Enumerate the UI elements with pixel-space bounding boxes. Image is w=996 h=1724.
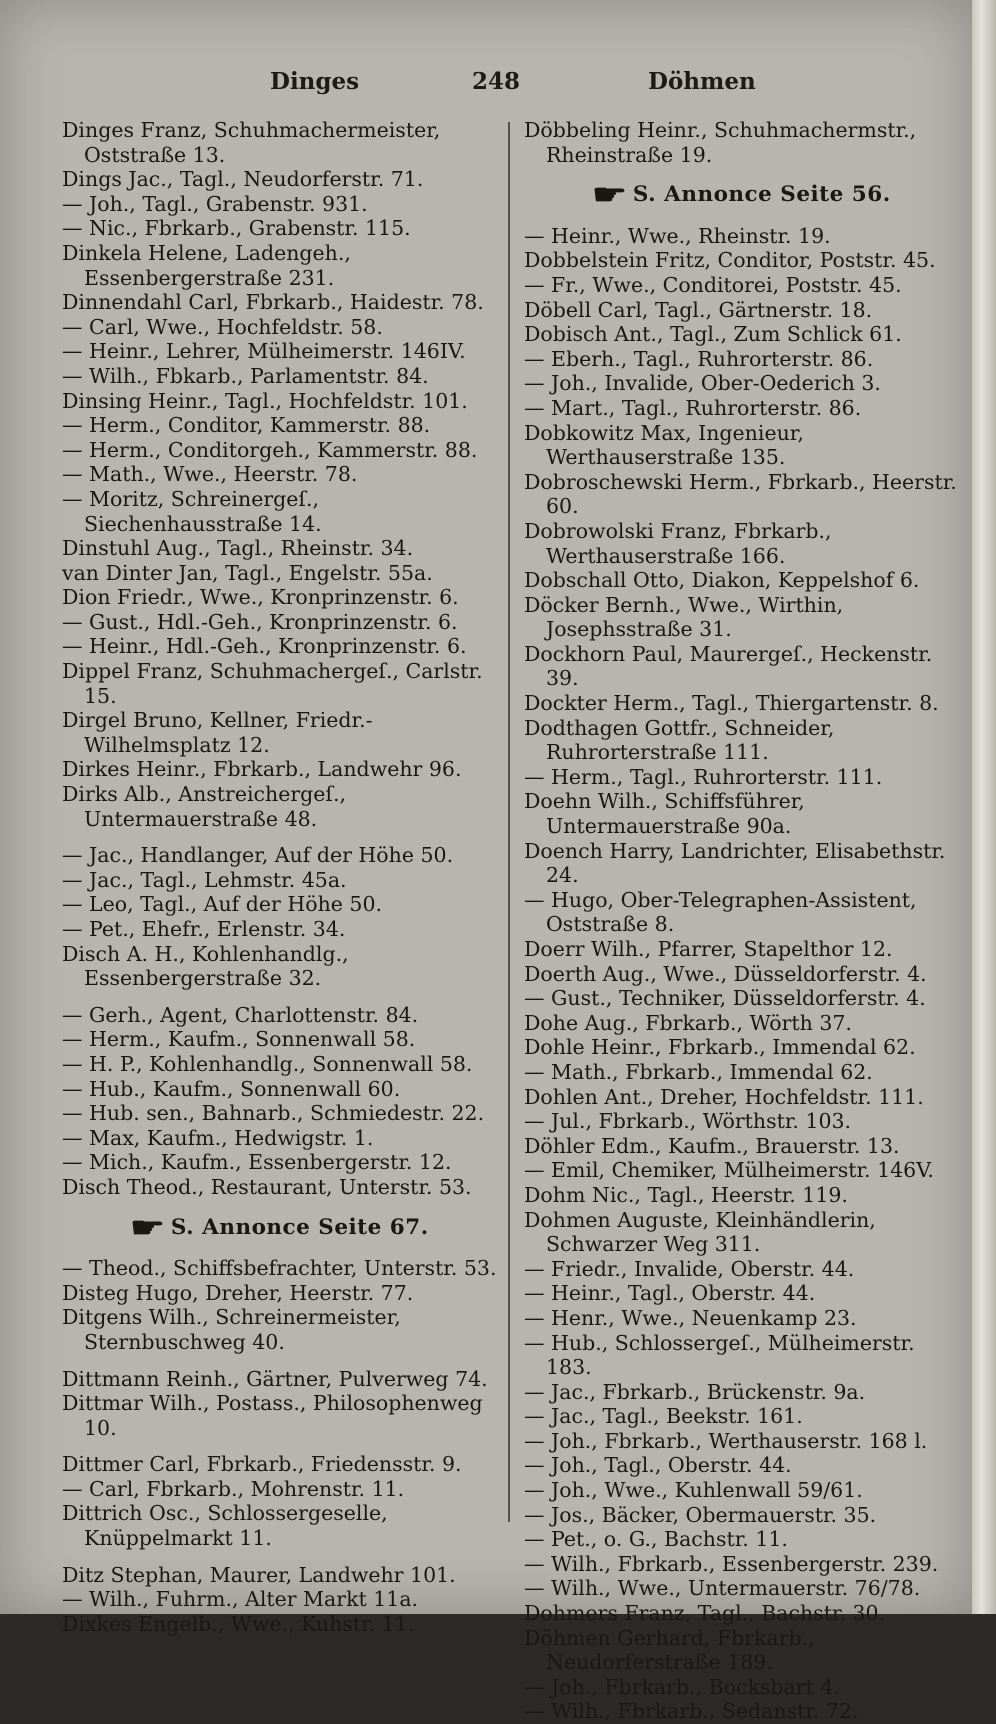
directory-entry: — Hub., Schlossergeſ., Mülheimerstr. 183. — [524, 1330, 915, 1380]
directory-entry: Dirks Alb., Anstreichergeſ., Untermauerstraße 48. — [62, 782, 347, 831]
directory-entry: — Joh., Fbrkarb., Werthauserstr. 168 l. — [524, 1428, 928, 1453]
directory-entry: — Wilh., Fbrkarb., Sedanstr. 72. — [524, 1699, 859, 1724]
directory-entry: — Wilh., Fuhrm., Alter Markt 11a. — [62, 1587, 419, 1612]
directory-entry: Dixkes Engelb., Wwe., Kuhstr. 11. — [62, 1611, 415, 1636]
directory-entry: Döbell Carl, Tagl., Gärtnerstr. 18. — [524, 297, 873, 322]
header-right-keyword: Döhmen — [648, 68, 756, 95]
annonce-text: S. Annonce Seite 56. — [632, 182, 891, 208]
directory-entry: Dinkela Helene, Ladengeh., Essenbergerstraße 231. — [62, 240, 351, 290]
directory-entry: Dobroschewski Herm., Fbrkarb., Heerstr. 60. — [524, 469, 957, 519]
directory-entry: — Math., Fbrkarb., Immendal 62. — [524, 1059, 873, 1084]
directory-entry: — Jos., Bäcker, Obermauerstr. 35. — [524, 1502, 877, 1527]
directory-entry: Dobbelstein Fritz, Conditor, Poststr. 45. — [524, 248, 936, 273]
directory-entry: Doerr Wilh., Pfarrer, Stapelthor 12. — [524, 937, 893, 961]
directory-entry: Döhler Edm., Kaufm., Brauerstr. 13. — [524, 1133, 900, 1158]
directory-entry: — Joh., Tagl., Oberstr. 44. — [524, 1453, 792, 1478]
directory-entry: Doehn Wilh., Schiffsführer, Untermauerstraße 90a. — [524, 789, 805, 839]
annonce-text: S. Annonce Seite 67. — [170, 1214, 429, 1240]
left-column — [62, 118, 502, 1636]
directory-entry: Dockhorn Paul, Maurergeſ., Heckenstr. 39. — [524, 641, 933, 691]
pointing-hand-icon: ☛ — [130, 1210, 167, 1244]
directory-entry: — Fr., Wwe., Conditorei, Poststr. 45. — [524, 272, 902, 297]
directory-entry: Dittmann Reinh., Gärtner, Pulverweg 74. — [62, 1366, 488, 1391]
directory-entry: — Joh., Fbrkarb., Bocksbart 4. — [524, 1674, 840, 1699]
directory-entry: — Leo, Tagl., Auf der Höhe 50. — [62, 892, 383, 917]
header-left-keyword: Dinges — [270, 68, 360, 95]
directory-entry: — Nic., Fbrkarb., Grabenstr. 115. — [62, 216, 411, 241]
directory-entry: Dings Jac., Tagl., Neudorferstr. 71. — [62, 167, 424, 192]
directory-entry: — Pet., Ehefr., Erlenstr. 34. — [62, 917, 346, 941]
directory-entry: Dirkes Heinr., Fbrkarb., Landwehr 96. — [62, 757, 462, 782]
pointing-hand-icon: ☛ — [592, 178, 629, 212]
directory-entry: Dinnendahl Carl, Fbrkarb., Haidestr. 78. — [62, 290, 484, 315]
directory-entry: — Pet., o. G., Bachstr. 11. — [524, 1527, 788, 1552]
directory-entry: Döcker Bernh., Wwe., Wirthin, Josephsstraße 31. — [524, 592, 844, 642]
directory-entry: — Mich., Kaufm., Essenbergerstr. 12. — [62, 1150, 452, 1175]
directory-entry: Dinstuhl Aug., Tagl., Rheinstr. 34. — [62, 536, 414, 561]
directory-entry: Ditz Stephan, Maurer, Landwehr 101. — [62, 1562, 456, 1587]
directory-entry: Dirgel Bruno, Kellner, Friedr.-Wilhelmsplatz 12. — [62, 708, 373, 757]
directory-entry: — Wilh., Wwe., Untermauerstr. 76/78. — [524, 1576, 921, 1601]
directory-entry: — Carl, Wwe., Hochfeldstr. 58. — [62, 314, 383, 339]
directory-entry: — Wilh., Fbkarb., Parlamentstr. 84. — [62, 363, 429, 388]
directory-entry: — Max, Kaufm., Hedwigstr. 1. — [62, 1125, 374, 1150]
directory-entry: Dohmers Franz, Tagl., Bachstr. 30. — [524, 1601, 886, 1626]
right-column — [524, 118, 964, 1724]
directory-entry: — Math., Wwe., Heerstr. 78. — [62, 462, 358, 487]
directory-entry: Dittmar Wilh., Postass., Philosophenweg 10. — [62, 1391, 483, 1440]
directory-entry: — Emil, Chemiker, Mülheimerstr. 146V. — [524, 1158, 934, 1183]
directory-entry: Dohm Nic., Tagl., Heerstr. 119. — [524, 1182, 848, 1207]
directory-entry: — Moritz, Schreinergeſ., Siechenhausstraße 14. — [62, 486, 322, 536]
directory-entry: — Hugo, Ober-Telegraphen-Assistent, Oststraße 8. — [524, 887, 917, 937]
directory-entry: Dockter Herm., Tagl., Thiergartenstr. 8. — [524, 691, 939, 716]
directory-entry: — Mart., Tagl., Ruhrorterstr. 86. — [524, 395, 862, 420]
directory-entry: Disteg Hugo, Dreher, Heerstr. 77. — [62, 1280, 414, 1305]
directory-entry: Disch A. H., Kohlenhandlg., Essenbergerstraße 32. — [62, 941, 349, 991]
directory-entry: — H. P., Kohlenhandlg., Sonnenwall 58. — [62, 1051, 473, 1076]
directory-entry: — Henr., Wwe., Neuenkamp 23. — [524, 1305, 857, 1330]
annonce-notice — [524, 178, 964, 212]
directory-entry: — Theod., Schiffsbefrachter, Unterstr. 53. — [62, 1256, 497, 1281]
directory-entry: — Heinr., Lehrer, Mülheimerstr. 146IV. — [62, 339, 466, 364]
page-header — [60, 68, 940, 104]
directory-entry: Dittrich Osc., Schlossergeselle, Knüppelmarkt 11. — [62, 1501, 388, 1551]
directory-entry: Dohmen Auguste, Kleinhändlerin, Schwarzer Weg 311. — [524, 1207, 876, 1257]
directory-entry: Dobschall Otto, Diakon, Keppelshof 6. — [524, 568, 920, 593]
directory-entry: Disch Theod., Restaurant, Unterstr. 53. — [62, 1174, 472, 1199]
page-number: 248 — [472, 68, 521, 95]
directory-entry: — Joh., Invalide, Ober-Oederich 3. — [524, 371, 881, 396]
annonce-notice — [62, 1210, 502, 1244]
directory-entry: — Hub. sen., Bahnarb., Schmiedestr. 22. — [62, 1101, 485, 1126]
directory-entry: — Herm., Conditor, Kammerstr. 88. — [62, 413, 431, 438]
directory-entry: — Herm., Conditorgeh., Kammerstr. 88. — [62, 437, 478, 462]
directory-entry: van Dinter Jan, Tagl., Engelstr. 55a. — [62, 560, 433, 585]
directory-entry: — Hub., Kaufm., Sonnenwall 60. — [62, 1076, 401, 1101]
directory-entry: Dinsing Heinr., Tagl., Hochfeldstr. 101. — [62, 388, 468, 413]
book-edge — [972, 0, 996, 1614]
directory-entry: — Joh., Wwe., Kuhlenwall 59/61. — [524, 1478, 863, 1503]
directory-entry: Dodthagen Gottfr., Schneider, Ruhrorterstraße 111. — [524, 715, 835, 765]
directory-entry: — Jul., Fbrkarb., Wörthstr. 103. — [524, 1109, 852, 1134]
directory-entry: — Herm., Kaufm., Sonnenwall 58. — [62, 1027, 416, 1052]
directory-entry: Döhmen Gerhard, Fbrkarb., Neudorferstraße 189. — [524, 1625, 815, 1675]
directory-entry: Dohle Heinr., Fbrkarb., Immendal 62. — [524, 1035, 916, 1060]
directory-entry: — Jac., Tagl., Beekstr. 161. — [524, 1404, 803, 1429]
directory-entry: Dobrowolski Franz, Fbrkarb., Werthauserstraße 166. — [524, 518, 832, 568]
directory-entry: Döbbeling Heinr., Schuhmachermstr., Rheinstraße 19. — [524, 118, 917, 167]
column-divider — [508, 122, 510, 1522]
directory-entry: Dinges Franz, Schuhmachermeister, Oststraße 13. — [62, 118, 441, 167]
directory-entry: — Gust., Hdl.-Geh., Kronprinzenstr. 6. — [62, 609, 458, 634]
directory-entry: Doench Harry, Landrichter, Elisabethstr. 24. — [524, 838, 946, 888]
directory-entry: — Eberh., Tagl., Ruhrorterstr. 86. — [524, 346, 874, 371]
directory-entry: Dobkowitz Max, Ingenieur, Werthauserstraße 135. — [524, 420, 804, 470]
directory-entry: — Heinr., Hdl.-Geh., Kronprinzenstr. 6. — [62, 634, 467, 659]
directory-entry: Dobisch Ant., Tagl., Zum Schlick 61. — [524, 322, 902, 347]
directory-entry: — Joh., Tagl., Grabenstr. 931. — [62, 191, 368, 216]
directory-entry: Ditgens Wilh., Schreinermeister, Sternbuschweg 40. — [62, 1305, 401, 1354]
directory-entry: Dion Friedr., Wwe., Kronprinzenstr. 6. — [62, 585, 459, 610]
directory-entry: — Herm., Tagl., Ruhrorterstr. 111. — [524, 764, 883, 789]
directory-entry: — Gerh., Agent, Charlottenstr. 84. — [62, 1002, 419, 1027]
directory-entry: — Jac., Tagl., Lehmstr. 45a. — [62, 867, 347, 892]
directory-entry: — Gust., Techniker, Düsseldorferstr. 4. — [524, 986, 926, 1011]
directory-entry: Dittmer Carl, Fbrkarb., Friedensstr. 9. — [62, 1452, 462, 1477]
directory-entry: — Heinr., Wwe., Rheinstr. 19. — [524, 223, 831, 248]
directory-entry: — Friedr., Invalide, Oberstr. 44. — [524, 1256, 855, 1281]
directory-entry: Dippel Franz, Schuhmachergeſ., Carlstr. 15. — [62, 659, 483, 708]
directory-entry: — Jac., Fbrkarb., Brückenstr. 9a. — [524, 1379, 866, 1404]
directory-entry: — Wilh., Fbrkarb., Essenbergerstr. 239. — [524, 1551, 939, 1576]
directory-entry: Doerth Aug., Wwe., Düsseldorferstr. 4. — [524, 961, 927, 986]
directory-entry: Dohlen Ant., Dreher, Hochfeldstr. 111. — [524, 1084, 924, 1109]
directory-entry: — Jac., Handlanger, Auf der Höhe 50. — [62, 843, 454, 868]
directory-entry: — Carl, Fbrkarb., Mohrenstr. 11. — [62, 1476, 405, 1501]
directory-entry: Dohe Aug., Fbrkarb., Wörth 37. — [524, 1010, 852, 1035]
directory-entry: — Heinr., Tagl., Oberstr. 44. — [524, 1281, 816, 1306]
